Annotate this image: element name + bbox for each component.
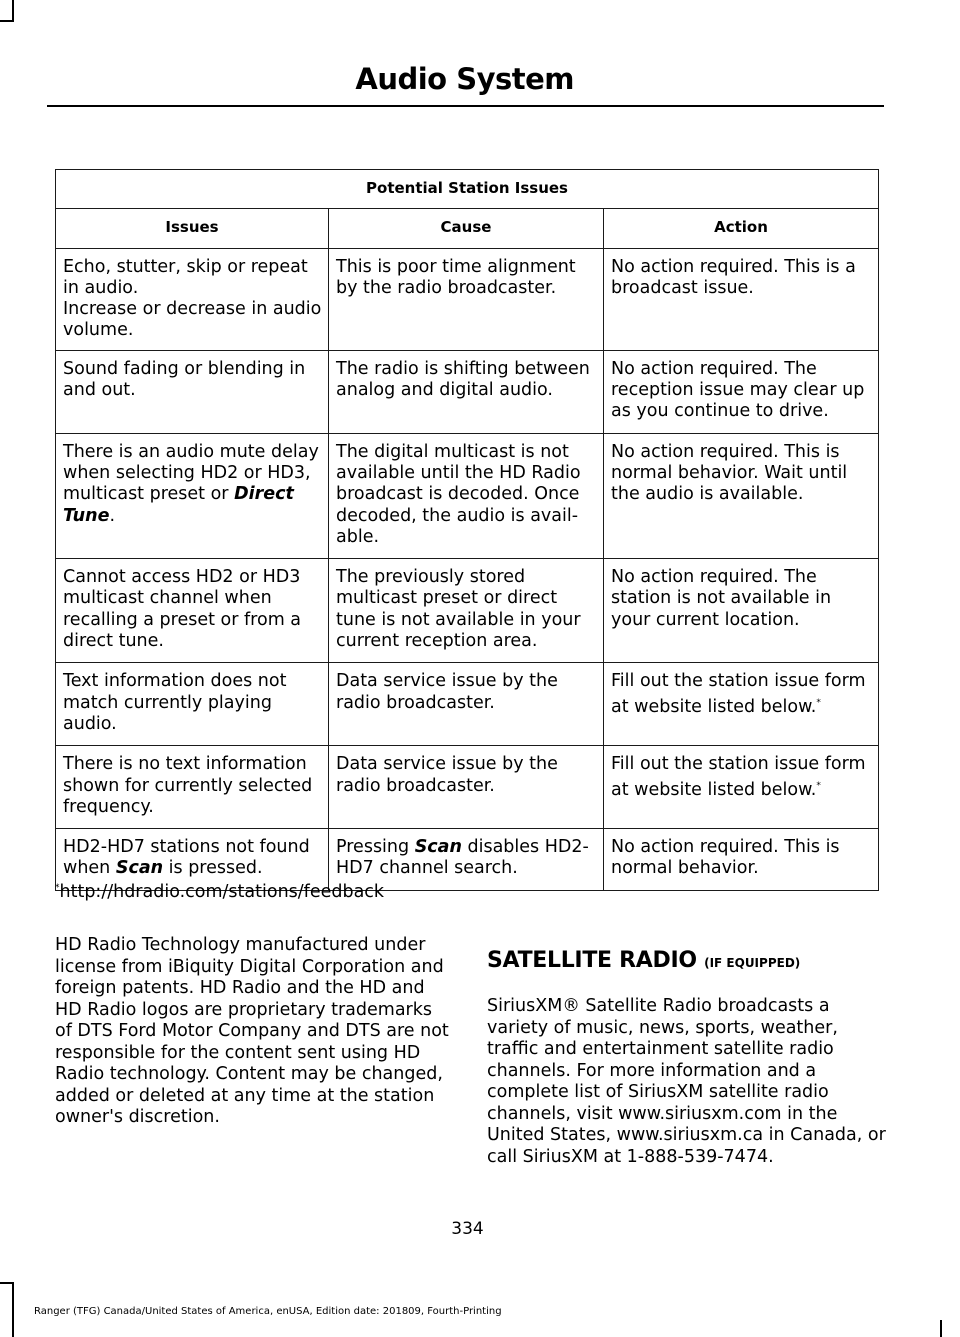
cause-emphasis: Scan xyxy=(414,837,462,858)
action-text: Fill out the station issue form at website listed below. xyxy=(611,754,866,800)
cause-cell: The previously stored multicast preset or direct tune is not available in your current reception area. xyxy=(329,559,604,663)
cause-prefix: Pressing xyxy=(336,837,415,858)
cause-cell: The digital multicast is not available until the HD Radio broadcast is decoded. Once decoded, the audio is avail-able. xyxy=(329,433,604,558)
footnote-mark: * xyxy=(55,883,60,894)
column-header-issues: Issues xyxy=(56,209,329,248)
footnote-marker: * xyxy=(816,697,821,708)
issue-text: Echo, stutter, skip or repeat in audio. xyxy=(63,256,308,298)
section-qualifier: (IF EQUIPPED) xyxy=(704,956,801,970)
footnote-marker: * xyxy=(816,780,821,791)
table-row xyxy=(56,559,879,663)
table-row xyxy=(56,829,879,891)
crop-mark-bottom-right xyxy=(940,1320,942,1337)
section-heading xyxy=(487,948,800,973)
cause-cell: This is poor time alignment by the radio broadcaster. xyxy=(329,248,604,350)
cause-cell xyxy=(329,829,604,891)
column-header-cause: Cause xyxy=(329,209,604,248)
issue-extra-text: Increase or decrease in audio volume. xyxy=(63,299,322,341)
issue-cell: Sound fading or blending in and out. xyxy=(56,350,329,433)
cause-cell: Data service issue by the radio broadcaster. xyxy=(329,746,604,829)
table-header-row xyxy=(56,209,879,248)
section-heading-text: SATELLITE RADIO xyxy=(487,948,697,973)
page-number: 334 xyxy=(451,1219,484,1239)
issue-cell xyxy=(56,248,329,350)
footer-edition-info: Ranger (TFG) Canada/United States of America, enUSA, Edition date: 201809, Fourth-Printing xyxy=(34,1306,502,1317)
action-text: Fill out the station issue form at website listed below. xyxy=(611,671,866,717)
hd-radio-paragraph: HD Radio Technology manufactured under license from iBiquity Digital Corporation and foreign patents. HD Radio and the HD and HD Radio logos are proprietary trademarks of DTS Ford Motor Company and DTS are not responsible for the content sent using HD Radio technology. Content may be changed, added or deleted at any time at the station owner's discretion. xyxy=(55,935,449,1127)
issue-cell xyxy=(56,433,329,558)
issue-text: There is an audio mute delay when selecting HD2 or HD3, multicast preset or xyxy=(63,441,319,505)
table-row xyxy=(56,433,879,558)
crop-mark-bottom-left xyxy=(12,1282,14,1337)
action-cell: No action required. This is normal behavior. xyxy=(604,829,879,891)
issue-tail: . xyxy=(109,505,116,526)
issue-emphasis: Scan xyxy=(115,858,164,879)
table-row xyxy=(56,248,879,350)
action-cell: No action required. The reception issue may clear up as you continue to drive. xyxy=(604,350,879,433)
issue-cell: Cannot access HD2 or HD3 multicast channel when recalling a preset or from a direct tune. xyxy=(56,559,329,663)
header-divider xyxy=(47,105,884,107)
table-row xyxy=(56,350,879,433)
issue-cell xyxy=(55,829,329,894)
action-cell xyxy=(604,746,879,829)
table-caption-row xyxy=(56,170,879,209)
issue-cell: Text information does not match currently playing audio. xyxy=(56,663,329,746)
action-cell: No action required. The station is not available in your current location. xyxy=(604,559,879,663)
crop-mark-bottom-left-h xyxy=(0,1282,14,1284)
action-cell xyxy=(604,663,879,746)
cause-cell: Data service issue by the radio broadcaster. xyxy=(329,663,604,746)
crop-mark-top-left xyxy=(12,0,14,22)
table-caption: Potential Station Issues xyxy=(56,170,879,209)
cause-cell: The radio is shifting between analog and digital audio. xyxy=(329,350,604,433)
action-cell: No action required. This is normal behavior. Wait until the audio is available. xyxy=(604,433,879,558)
issue-tail: is pressed. xyxy=(163,858,263,879)
issue-text: HD2-HD7 stations not found when xyxy=(63,837,310,879)
cause-text: disables HD2-HD7 channel search. xyxy=(336,837,589,879)
action-cell: No action required. This is a broadcast issue. xyxy=(604,248,879,350)
page-title: Audio System xyxy=(355,62,574,96)
footnote xyxy=(55,882,384,902)
crop-mark-top-left-h xyxy=(0,20,14,22)
satellite-radio-paragraph: SiriusXM® Satellite Radio broadcasts a variety of music, news, sports, weather, traffic and entertainment satellite radio channels. For more information and a complete list of SiriusXM satellite radio channels, visit www.siriusxm.com in the United States, www.siriusxm.ca in Canada, or call SiriusXM at 1-888-539-7474. xyxy=(487,996,886,1167)
footnote-url: http://hdradio.com/stations/feedback xyxy=(59,882,385,902)
issue-emphasis: Direct Tune xyxy=(63,484,294,526)
column-header-action: Action xyxy=(604,209,879,248)
table-row xyxy=(56,663,879,746)
issue-cell: There is no text information shown for currently selected frequency. xyxy=(56,746,329,829)
table-row xyxy=(56,746,879,829)
